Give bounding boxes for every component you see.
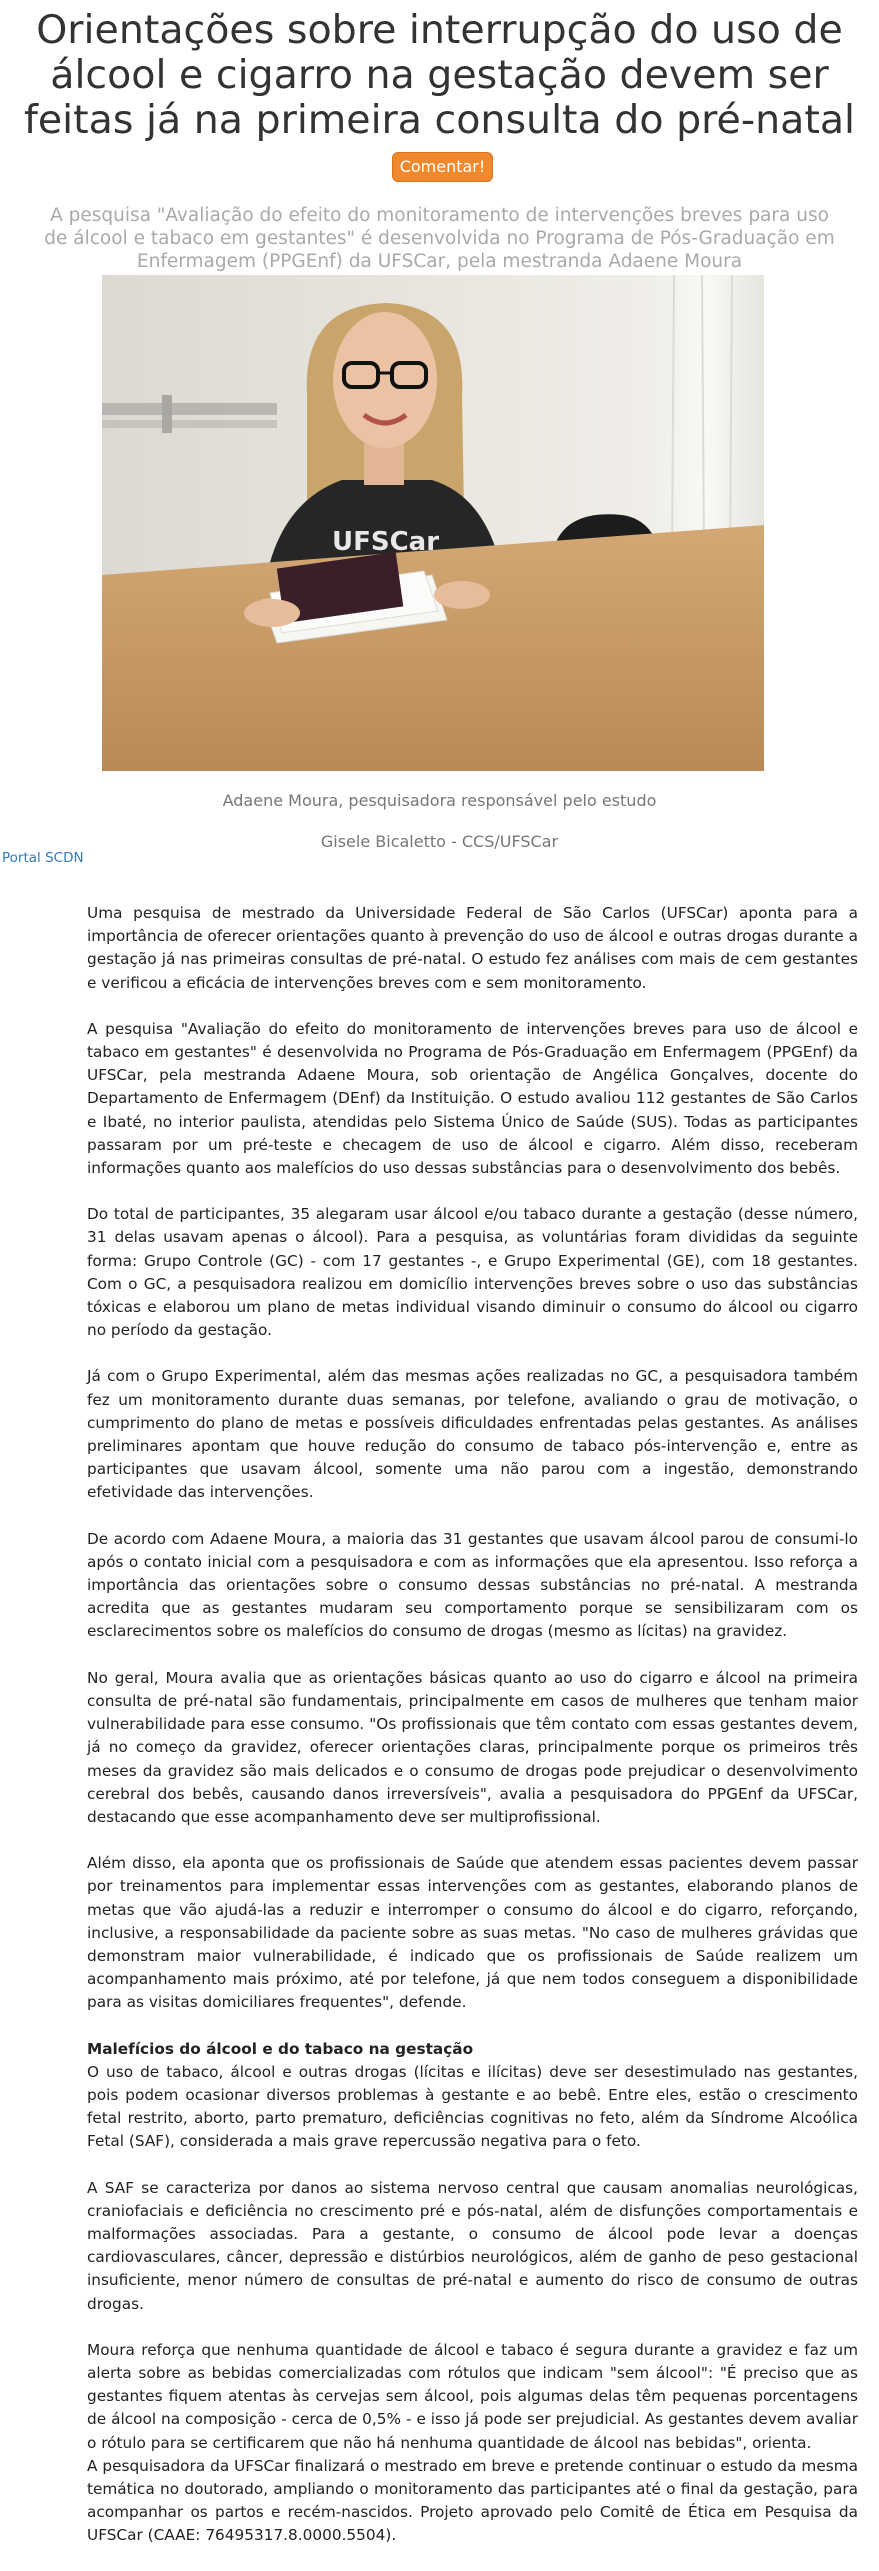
page-title (22, 8, 857, 188)
paragraph: De acordo com Adaene Moura, a maioria das 31 gestantes que usavam álcool parou de consumi-lo após o contato inicial com a pesquisadora e com as informações que ela apresentou. Isso reforça a importância das orientações sobre o consumo dessas substâncias no pré-natal. A mestranda acredita que as gestantes mudaram seu comportamento porque se sensibilizaram com os esclarecimentos sobre os malefícios do consumo de drogas (mesmo as lícitas) na gravidez. (87, 1529, 858, 1641)
photo-caption: Adaene Moura, pesquisadora responsável pelo estudo (222, 791, 657, 810)
paragraph: Moura reforça que nenhuma quantidade de álcool e tabaco é segura durante a gravidez e faz um alerta sobre as bebidas comercializadas com rótulos que indicam "sem álcool": "É preciso que as gestantes fiquem atentas às cervejas sem álcool, pois algumas delas têm pequenas porcentagens de álcool na composição - cerca de 0,5% - e isso já pode ser prejudicial. As gestantes devem avaliar o rótulo para se certificarem que não há nenhuma quantidade de álcool nas bebidas", orienta. (87, 2340, 858, 2452)
paragraph: Do total de participantes, 35 alegaram usar álcool e/ou tabaco durante a gestação (desse número, 31 delas usavam apenas o álcool). Para a pesquisa, as voluntárias foram divididas da seguinte forma: Grupo Controle (GC) - com 17 gestantes -, e Grupo Experimental (GE), com 18 gestantes. Com o GC, a pesquisadora realizou em domicílio intervenções breves sobre o uso das substâncias tóxicas e elaborou um plano de metas individual visando diminuir o consumo do álcool ou cigarro no período da gestação. (87, 1205, 858, 1340)
shirt-logo: UFSCar (332, 527, 440, 557)
paragraph: Uma pesquisa de mestrado da Universidade Federal de São Carlos (UFSCar) aponta para a importância de oferecer orientações quanto à prevenção do uso de álcool e outras drogas durante a gestação já nas primeiras consultas de pré-natal. O estudo fez análises com mais de cem gestantes e verificou a eficácia de intervenções breves com e sem monitoramento. (87, 904, 858, 992)
article-header (0, 0, 879, 288)
paragraph: Já com o Grupo Experimental, além das mesmas ações realizadas no GC, a pesquisadora também fez um monitoramento durante duas semanas, por telefone, avaliando o grau de motivação, o cumprimento do plano de metas e possíveis dificuldades enfrentadas pelas gestantes. As análises preliminares apontam que houve redução do consumo de tabaco pós-intervenção e, entre as participantes que usavam álcool, somente uma não parou com a ingestão, demonstrando efetividade das intervenções. (87, 1367, 858, 1502)
article-photo (102, 275, 764, 771)
paragraph: Além disso, ela aponta que os profissionais de Saúde que atendem essas pacientes devem passar por treinamentos para implementar essas intervenções com as gestantes, elaborando planos de metas que vão ajudá-las a reduzir e interromper o consumo do álcool e do cigarro, reforçando, inclusive, a responsabilidade da paciente sobre as suas metas. "No caso de mulheres grávidas que demonstram maior vulnerabilidade, é indicado que os profissionais de Saúde realizem um acompanhamento mais próximo, até por telefone, já que nem todos conseguem a disponibilidade para as visitas domiciliares frequentes", defende. (87, 1854, 858, 2012)
article-body (87, 902, 858, 2571)
researcher-photo-illustration (102, 275, 764, 771)
section-heading: Malefícios do álcool e do tabaco na gestação (87, 2039, 474, 2058)
paragraph: A SAF se caracteriza por danos ao sistema nervoso central que causam anomalias neurológicas, craniofaciais e deficiência no crescimento pré e pós-natal, além de disfunções comportamentais e malformações associadas. Para a gestante, o consumo de álcool pode levar a doenças cardiovasculares, câncer, depressão e distúrbios neurológicos, além de ganho de peso gestacional insuficiente, menor número de consultas de pré-natal e aumento do risco de consumo de outras drogas. (87, 2178, 858, 2313)
photo-credit: Gisele Bicaletto - CCS/UFSCar (320, 832, 559, 851)
article-subtitle: A pesquisa "Avaliação do efeito do monitoramento de intervenções breves para uso de álcool e tabaco em gestantes" é desenvolvida no Programa de Pós-Graduação em Enfermagem (PPGEnf) da UFSCar, pela mestranda Adaene Moura (44, 205, 835, 272)
paragraph: No geral, Moura avalia que as orientações básicas quanto ao uso do cigarro e álcool na primeira consulta de pré-natal são fundamentais, principalmente em casos de mulheres que tenham maior vulnerabilidade para esse consumo. "Os profissionais que têm contato com essas gestantes devem, já no começo da gravidez, oferecer orientações claras, principalmente porque os primeiros três meses da gravidez são mais delicados e o consumo de drogas pode prejudicar o desenvolvimento cerebral dos bebês, causando danos irreversíveis", avalia a pesquisadora do PPGEnf da UFSCar, destacando que esse acompanhamento deve ser multiprofissional. (87, 1668, 858, 1826)
paragraph: O uso de tabaco, álcool e outras drogas (lícitas e ilícitas) deve ser desestimulado nas gestantes, pois podem ocasionar diversos problemas à gestante e ao bebê. Entre eles, estão o crescimento fetal restrito, aborto, parto prematuro, deficiências cognitivas no feto, além da Síndrome Alcoólica Fetal (SAF), considerada a mais grave repercussão negativa para o feto. (87, 2062, 858, 2151)
comment-button[interactable]: Comentar! (392, 152, 494, 182)
paragraph: A pesquisa "Avaliação do efeito do monitoramento de intervenções breves para uso de álcool e tabaco em gestantes" é desenvolvida no Programa de Pós-Graduação em Enfermagem (PPGEnf) da UFSCar, pela mestranda Adaene Moura, sob orientação de Angélica Gonçalves, docente do Departamento de Enfermagem (DEnf) da Instituição. O estudo avaliou 112 gestantes de São Carlos e Ibaté, no interior paulista, atendidas pelo Sistema Único de Saúde (SUS). Todas as participantes passaram por um pré-teste e checagem de uso de álcool e cigarro. Além disso, receberam informações quanto aos malefícios do uso dessas substâncias para o desenvolvimento dos bebês. (87, 1019, 858, 1178)
page-title-text: Orientações sobre interrupção do uso de álcool e cigarro na gestação devem ser feitas já na primeira consulta do pré-natal (23, 7, 856, 143)
portal-scdn-link[interactable]: Portal SCDN (2, 850, 84, 866)
paragraph: A pesquisadora da UFSCar finalizará o mestrado em breve e pretende continuar o estudo da mesma temática no doutorado, ampliando o monitoramento das participantes até o final da gestação, para acompanhar os partos e recém-nascidos. Projeto aprovado pelo Comitê de Ética em Pesquisa da UFSCar (CAAE: 76495317.8.0000.5504). (87, 2456, 858, 2545)
